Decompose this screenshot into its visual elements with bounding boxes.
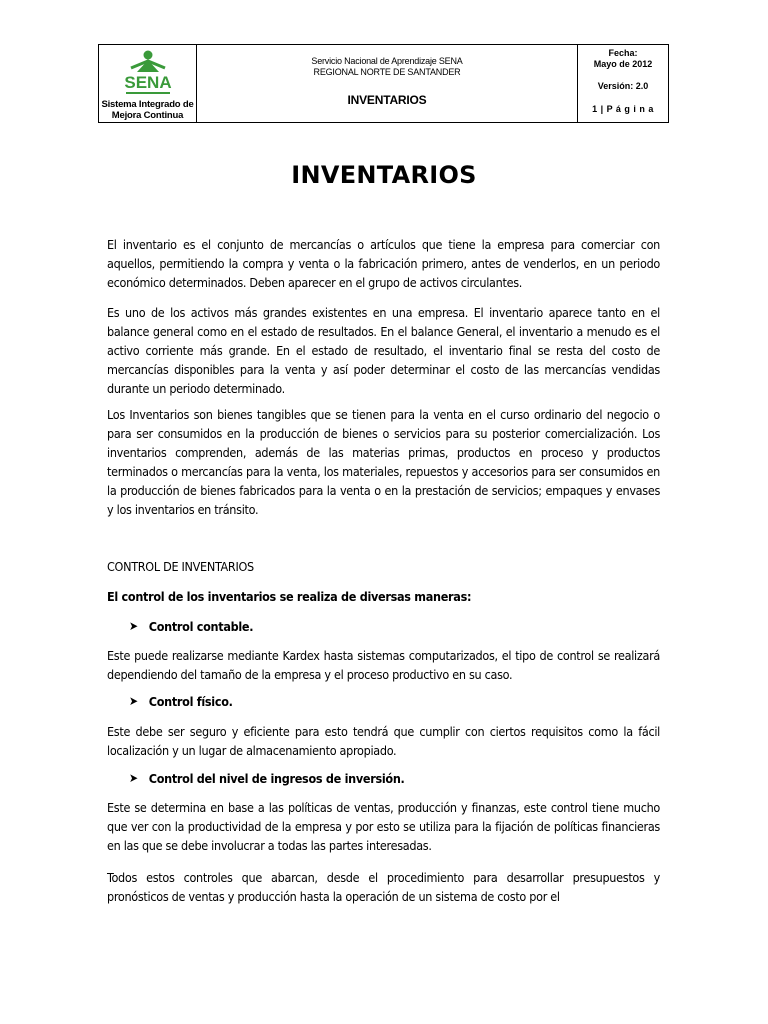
bullet-control-fisico <box>129 692 233 711</box>
logo-text: SENA <box>123 73 172 92</box>
document-header <box>98 44 669 123</box>
paragraph-2: Es uno de los activos más grandes existentes en una empresa. El inventario aparece tanto en el balance general como en el estado de resultados. En el balance General, el inventario a menudo es el activo corriente más grande. En el estado de resultado, el inventario final se resta del costo de mercancías disponibles para la venta y así poder determinar el costo de las mercancías vendidas durante un periodo determinado. <box>107 305 660 396</box>
version-label: Versión: 2.0 <box>597 81 649 91</box>
page-number: 1 | P á g i n a <box>592 104 654 114</box>
logo-caption-line2: Mejora Continua <box>111 110 184 121</box>
control-heading: CONTROL DE INVENTARIOS <box>107 559 254 574</box>
logo-caption-line1: Sistema Integrado de <box>101 99 194 110</box>
date-label: Fecha: <box>608 48 638 58</box>
arrowhead-bullet-icon: ➤ <box>129 771 138 785</box>
logo-caption <box>101 99 193 121</box>
closing-paragraph: Todos estos controles que abarcan, desde el procedimiento para desarrollar presupuestos y pronósticos de ventas y producción hasta la operación de un sistema de costo por el <box>107 870 660 904</box>
arrowhead-bullet-icon: ➤ <box>129 619 138 633</box>
bullet-control-nivel <box>129 769 405 788</box>
header-center-cell <box>197 45 578 122</box>
paragraph-3: Los Inventarios son bienes tangibles que se tienen para la venta en el curso ordinario del negocio o para ser consumidos en la producción de bienes o servicios para su posterior comercialización. Los inventarios comprenden, además de las materias primas, productos en proceso y productos terminados o mercancías para la venta, los materiales, repuestos y accesorios para ser consumidos en la producción de bienes fabricados para la venta o en la prestación de servicios; empaques y envases y los inventarios en tránsito. <box>107 407 660 517</box>
bullet-control-contable <box>129 617 253 636</box>
sena-logo-icon <box>117 48 179 98</box>
control-contable-text: Este puede realizarse mediante Kardex hasta sistemas computarizados, el tipo de control se realizará dependiendo del tamaño de la empresa y el proceso productivo en su caso. <box>107 648 660 682</box>
bullet-label: Control físico. <box>148 694 233 709</box>
control-fisico-text: Este debe ser seguro y eficiente para esto tendrá que cumplir con ciertos requisitos como la fácil localización y un lugar de almacenamiento apropiado. <box>107 724 660 758</box>
control-intro: El control de los inventarios se realiza de diversas maneras: <box>107 589 472 604</box>
date-value: Mayo de 2012 <box>593 59 653 69</box>
header-section-title: INVENTARIOS <box>347 93 427 107</box>
paragraph-1: El inventario es el conjunto de mercancías o artículos que tiene la empresa para comerciar con aquellos, permitiendo la compra y venta o la fabricación primero, antes de venderlos, en un periodo económico determinados. Deben aparecer en el grupo de activos circulantes. <box>107 237 660 290</box>
bullet-label: Control del nivel de ingresos de inversión. <box>148 771 405 786</box>
bullet-label: Control contable. <box>148 619 254 634</box>
document-title: INVENTARIOS <box>291 161 477 189</box>
org-line2: REGIONAL NORTE DE SANTANDER <box>313 67 461 77</box>
header-meta-cell <box>578 45 668 122</box>
control-nivel-text: Este se determina en base a las políticas de ventas, producción y finanzas, este control tiene mucho que ver con la productividad de la empresa y por esto se utiliza para la fijación de políticas financieras en las que se debe involucrar a todas las partes interesadas. <box>107 800 660 853</box>
organization-name <box>311 56 462 78</box>
arrowhead-bullet-icon: ➤ <box>129 694 138 708</box>
org-line1: Servicio Nacional de Aprendizaje SENA <box>311 56 463 66</box>
logo-cell <box>99 45 197 122</box>
